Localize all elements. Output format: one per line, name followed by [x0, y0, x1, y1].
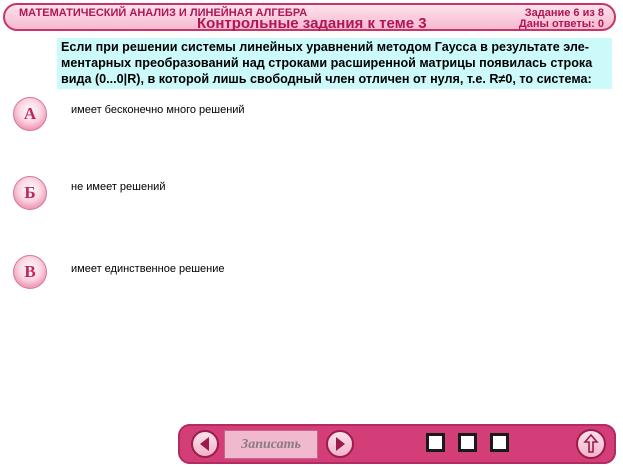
task-square-2[interactable]: [458, 433, 477, 452]
arrow-up-icon: [578, 431, 604, 457]
prev-button[interactable]: [191, 430, 219, 458]
option-b-button[interactable]: [13, 176, 47, 210]
next-button[interactable]: [326, 430, 354, 458]
up-button[interactable]: [576, 429, 606, 459]
task-square-3[interactable]: [490, 433, 509, 452]
question-text: Если при решении системы линейных уравнений методом Гаусса в результате эле-ментарных преобразований над строками расширенной матрицы появилась строка вида (0...0|R), в которой лишь свободный член отличен от нуля, т.е. R≠0, то система:: [57, 38, 612, 89]
option-a-letter: А: [23, 104, 37, 123]
option-a-button[interactable]: [13, 97, 47, 131]
option-b-letter: Б: [24, 183, 36, 202]
option-a-text: имеет бесконечно много решений: [71, 104, 245, 116]
course-title: МАТЕМАТИЧЕСКИЙ АНАЛИЗ И ЛИНЕЙНАЯ АЛГЕБРА: [19, 7, 308, 19]
task-counter: Задание 6 из 8: [524, 7, 604, 19]
write-button[interactable]: Записать: [224, 430, 318, 459]
arrow-right-icon: [328, 432, 352, 456]
footer-toolbar: [178, 424, 616, 464]
page-title: Контрольные задания к теме 3: [197, 15, 427, 32]
task-square-1[interactable]: [426, 433, 445, 452]
option-c-letter: В: [24, 262, 36, 281]
option-c-text: имеет единственное решение: [71, 263, 225, 275]
answers-counter: Даны ответы: 0: [518, 18, 604, 30]
option-b-text: не имеет решений: [71, 181, 166, 193]
header-bar: [3, 3, 616, 31]
arrow-left-icon: [193, 432, 217, 456]
option-c-button[interactable]: [13, 255, 47, 289]
